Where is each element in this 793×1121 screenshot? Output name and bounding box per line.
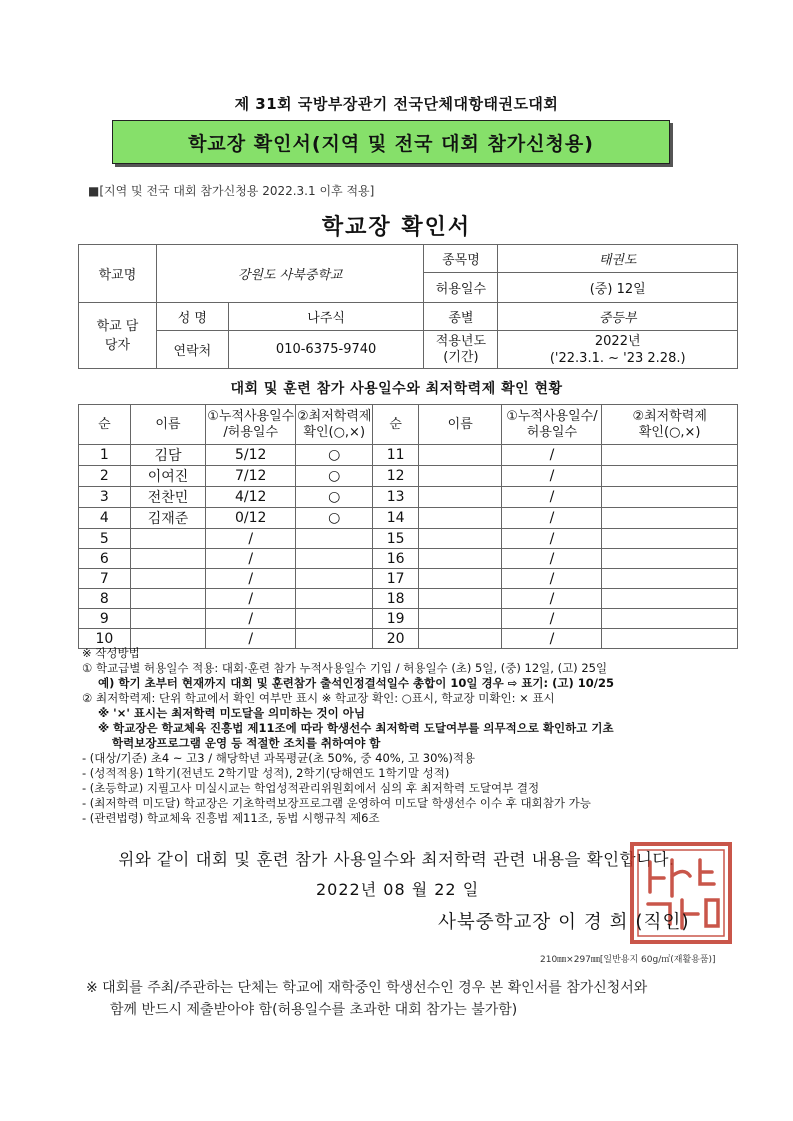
min-grade-check: ○ [296,508,373,529]
used-days: / [502,629,602,649]
athlete-name [419,549,502,569]
instruction-line: - (초등학교) 지필고사 미실시교는 학업성적관리위원회에서 심의 후 최저학력 도달여부 결정 [82,781,540,795]
table-row [79,549,738,569]
athlete-name [419,445,502,466]
table-row [79,569,738,589]
athlete-name [419,609,502,629]
athlete-roster-table [78,404,738,649]
min-grade-check [602,569,738,589]
table-row [79,445,738,466]
min-grade-check: ○ [296,466,373,487]
athlete-name [130,549,206,569]
table-row [79,609,738,629]
header-name: 이름 [130,405,206,445]
row-number: 13 [373,487,419,508]
roster-header-row [79,405,738,445]
athlete-name [130,609,206,629]
athlete-name: 이여진 [130,466,206,487]
period-value: ('22.3.1. ~ '23 2.28.) [549,350,686,366]
row-number: 7 [79,569,131,589]
row-number: 12 [373,466,419,487]
athlete-name: 김재준 [130,508,206,529]
row-number: 11 [373,445,419,466]
min-grade-check [602,529,738,549]
row-number: 6 [79,549,131,569]
used-days: / [502,466,602,487]
row-number: 3 [79,487,131,508]
used-days: / [502,589,602,609]
used-days: / [502,609,602,629]
instruction-line: - (대상/기준) 초4 ~ 고3 / 해당학년 과목평균(초 50%, 중 40%, 고 30%)적용 [82,751,476,765]
row-number: 20 [373,629,419,649]
contact-value: 010-6375-9740 [228,331,424,369]
sport-value: 태권도 [498,245,738,273]
table-row [79,487,738,508]
instruction-line: ② 최저학력제: 단위 학교에서 확인 여부만 표시 ※ 학교장 확인: ○표시, 학교장 미확인: × 표시 [82,691,555,705]
athlete-name [419,529,502,549]
instruction-line: - (성적적용) 1학기(전년도 2학기말 성적), 2학기(당해연도 1학기말 성적) [82,766,450,780]
school-info-table [78,244,738,369]
min-grade-check [602,487,738,508]
table-row [79,589,738,609]
athlete-name: 김담 [130,445,206,466]
instruction-line: 학력보장프로그램 운영 등 적절한 조치를 취하여야 함 [112,736,381,750]
submission-footnote [86,977,746,1021]
table-row [79,466,738,487]
min-grade-check: ○ [296,445,373,466]
used-days: 5/12 [206,445,296,466]
athlete-name [419,466,502,487]
athlete-name [130,529,206,549]
row-number: 18 [373,589,419,609]
row-number: 10 [79,629,131,649]
row-number: 17 [373,569,419,589]
athlete-name [130,589,206,609]
athlete-name: 전찬민 [130,487,206,508]
table-row [79,529,738,549]
instruction-line: ① 학교급별 허용일수 적용: 대회·훈련 참가 누적사용일수 기입 / 허용일수 (초) 5일, (중) 12일, (고) 25일 [82,661,608,675]
row-number: 15 [373,529,419,549]
used-days: / [206,569,296,589]
min-grade-check [602,466,738,487]
used-days: / [502,549,602,569]
principal-signature: 사북중학교장 이 경 희 (직인) [438,912,690,933]
footnote-line: ※ 대회를 주최/주관하는 단체는 학교에 재학중인 학생선수인 경우 본 확인서를 참가신청서와 [86,980,648,996]
instruction-line: - (최저학력 미도달) 학교장은 기초학력보장프로그램 운영하여 미도달 학생선수 이수 후 대회참가 가능 [82,796,591,810]
min-grade-check [296,609,373,629]
manager-label: 학교 담당자 [79,303,157,369]
contact-label: 연락처 [156,331,228,369]
used-days: / [206,549,296,569]
instruction-line: ※ '×' 표시는 최저학력 미도달을 의미하는 것이 아님 [98,706,365,720]
sport-label: 종목명 [424,245,498,273]
year-label: 적용년도 (기간) [424,331,498,369]
min-grade-check [602,589,738,609]
paper-spec: 210㎜×297㎜[일반용지 60g/㎡(재활용품)] [540,955,716,965]
min-grade-check [296,569,373,589]
row-number: 1 [79,445,131,466]
roster-section-title: 대회 및 훈련 참가 사용일수와 최저학력제 확인 현황 [230,381,563,397]
header-name-right: 이름 [419,405,502,445]
min-grade-check [602,508,738,529]
school-label: 학교명 [79,245,157,303]
row-number: 19 [373,609,419,629]
row-number: 9 [79,609,131,629]
used-days: 7/12 [206,466,296,487]
event-title: 제 31회 국방부장관기 전국단체대항태권도대회 [234,95,559,113]
footnote-line: 함께 반드시 제출받아야 함(허용일수를 초과한 대회 참가는 불가함) [110,1002,518,1018]
used-days: / [502,487,602,508]
min-grade-check [296,529,373,549]
min-grade-check [296,589,373,609]
table-row [79,508,738,529]
athlete-name [419,569,502,589]
min-grade-check [602,609,738,629]
instructions [82,646,742,826]
instruction-line: 예) 학기 초부터 현재까지 대회 및 훈련참가 출석인정결석일수 총합이 10일 경우 ⇨ 표기: (고) 10/25 [98,676,614,690]
issue-date: 2022년 08 월 22 일 [316,880,480,899]
used-days: / [206,609,296,629]
year-cell [498,331,738,369]
header-no-right: 순 [373,405,419,445]
instructions-heading: ※ 작성방법 [82,646,140,660]
category-label: 종별 [424,303,498,331]
min-grade-check [602,549,738,569]
header-days-right: ①누적사용일수/ 허용일수 [502,405,602,445]
days-label: 허용일수 [424,273,498,303]
min-grade-check [602,445,738,466]
banner-text: 학교장 확인서(지역 및 전국 대회 참가신청용) [188,132,594,155]
min-grade-check: ○ [296,487,373,508]
used-days: / [502,569,602,589]
confirmation-statement: 위와 같이 대회 및 훈련 참가 사용일수와 최저학력 관련 내용을 확인합니다. [118,850,675,869]
row-number: 16 [373,549,419,569]
athlete-name [130,569,206,589]
row-number: 14 [373,508,419,529]
row-number: 8 [79,589,131,609]
name-label: 성 명 [156,303,228,331]
header-grade: ②최저학력제 확인(○,×) [296,405,373,445]
header-days: ①누적사용일수 /허용일수 [206,405,296,445]
applicability-note: ■[지역 및 전국 대회 참가신청용 2022.3.1 이후 적용] [88,184,375,198]
header-grade-right: ②최저학력제 확인(○,×) [602,405,738,445]
used-days: 4/12 [206,487,296,508]
year-value: 2022년 [594,333,641,349]
instruction-line: - (관련법령) 학교체육 진흥법 제11조, 동법 시행규칙 제6조 [82,811,380,825]
row-number: 5 [79,529,131,549]
athlete-name [419,487,502,508]
used-days: / [502,508,602,529]
row-number: 4 [79,508,131,529]
days-value: (중) 12일 [498,273,738,303]
name-value: 나주식 [228,303,424,331]
instruction-line: ※ 학교장은 학교체육 진흥법 제11조에 따라 학생선수 최저학력 도달여부를 의무적으로 확인하고 기초 [98,721,614,735]
category-value: 중등부 [498,303,738,331]
row-number: 2 [79,466,131,487]
used-days: / [206,629,296,649]
used-days: / [502,529,602,549]
used-days: / [206,529,296,549]
athlete-name [419,508,502,529]
form-banner [112,120,670,164]
min-grade-check [296,549,373,569]
form-title: 학교장 확인서 [321,215,472,240]
header-no: 순 [79,405,131,445]
school-value: 강원도 사북중학교 [156,245,424,303]
used-days: / [502,445,602,466]
used-days: / [206,589,296,609]
athlete-name [419,589,502,609]
used-days: 0/12 [206,508,296,529]
